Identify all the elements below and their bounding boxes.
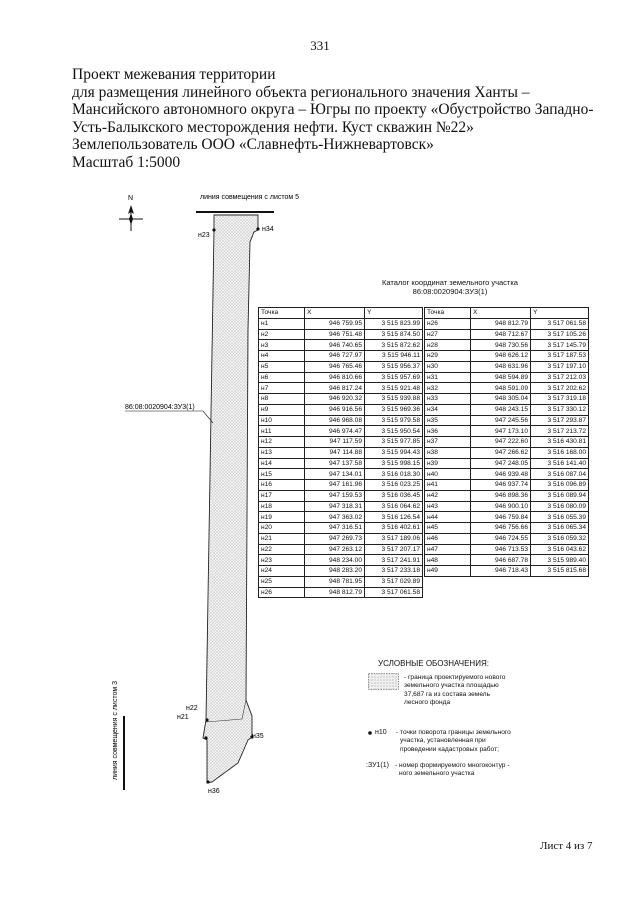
y-coordinate-cell: 3 517 241.91 [365, 555, 423, 566]
x-coordinate-cell: 948 812.79 [471, 318, 531, 329]
north-label: N [128, 195, 134, 202]
table-row [259, 555, 423, 566]
y-coordinate-cell: 3 516 018.30 [365, 469, 423, 480]
point-marker [212, 228, 215, 231]
point-id-cell: н7 [259, 383, 305, 394]
point-id-cell: н43 [425, 501, 471, 512]
x-coordinate-cell: 948 591.09 [471, 383, 531, 394]
table-row [425, 501, 589, 512]
table-row [425, 447, 589, 458]
table-row [425, 533, 589, 544]
x-coordinate-cell: 948 305.04 [471, 394, 531, 405]
table-row [259, 372, 423, 383]
point-id-cell: н35 [425, 415, 471, 426]
x-coordinate-cell: 946 718.43 [471, 566, 531, 577]
y-coordinate-cell: 3 517 207.17 [365, 544, 423, 555]
x-coordinate-cell: 946 740.65 [305, 340, 365, 351]
x-coordinate-cell: 947 316.51 [305, 523, 365, 534]
table-row [425, 415, 589, 426]
point-id-cell: н24 [259, 566, 305, 577]
point-id-cell: н2 [259, 329, 305, 340]
y-coordinate-cell: 3 515 994.43 [365, 447, 423, 458]
x-coordinate-cell: 946 937.74 [471, 480, 531, 491]
table-row [259, 469, 423, 480]
table-row [425, 404, 589, 415]
point-id-cell: н21 [259, 533, 305, 544]
point-id-cell: н47 [425, 544, 471, 555]
catalog-title: Каталог координат земельного участка 86:08:0020904:ЗУ3(1) [382, 278, 518, 296]
x-coordinate-cell: 947 245.56 [471, 415, 531, 426]
point-id-cell: н23 [259, 555, 305, 566]
point-marker [204, 736, 207, 739]
table-row [425, 469, 589, 480]
x-coordinate-cell: 947 134.01 [305, 469, 365, 480]
match-line-top-label: линия совмещения с листом 5 [200, 194, 300, 201]
y-coordinate-cell: 3 517 233.18 [365, 566, 423, 577]
table-row [259, 501, 423, 512]
point-id-cell: н39 [425, 458, 471, 469]
point-marker [205, 718, 208, 721]
point-marker [256, 227, 259, 230]
point-label-n23: н23 [198, 232, 210, 239]
x-coordinate-cell: 947 137.58 [305, 458, 365, 469]
x-coordinate-cell: 946 751.48 [305, 329, 365, 340]
point-id-cell: н5 [259, 361, 305, 372]
header-point: Точка [259, 308, 305, 319]
table-row [259, 566, 423, 577]
x-coordinate-cell: 947 173.10 [471, 426, 531, 437]
y-coordinate-cell: 3 515 957.69 [365, 372, 423, 383]
point-id-cell: н40 [425, 469, 471, 480]
y-coordinate-cell: 3 515 956.37 [365, 361, 423, 372]
table-row [259, 447, 423, 458]
y-coordinate-cell: 3 515 921.48 [365, 383, 423, 394]
x-coordinate-cell: 948 283.20 [305, 566, 365, 577]
table-row [425, 458, 589, 469]
y-coordinate-cell: 3 517 145.79 [531, 340, 589, 351]
y-coordinate-cell: 3 516 089.94 [531, 490, 589, 501]
y-coordinate-cell: 3 516 065.34 [531, 523, 589, 534]
table-row [425, 512, 589, 523]
header-x: X [305, 308, 365, 319]
point-id-cell: н49 [425, 566, 471, 577]
x-coordinate-cell: 946 713.53 [471, 544, 531, 555]
x-coordinate-cell: 946 900.10 [471, 501, 531, 512]
table-row [425, 329, 589, 340]
point-id-cell: н36 [425, 426, 471, 437]
y-coordinate-cell: 3 516 126.54 [365, 512, 423, 523]
x-coordinate-cell: 948 631.96 [471, 361, 531, 372]
y-coordinate-cell: 3 517 319.18 [531, 394, 589, 405]
x-coordinate-cell: 948 594.89 [471, 372, 531, 383]
point-id-cell: н16 [259, 480, 305, 491]
point-id-cell: н45 [425, 523, 471, 534]
y-coordinate-cell: 3 517 293.87 [531, 415, 589, 426]
table-row [259, 544, 423, 555]
y-coordinate-cell: 3 515 939.88 [365, 394, 423, 405]
point-id-cell: н18 [259, 501, 305, 512]
table-row [259, 329, 423, 340]
table-row [425, 383, 589, 394]
x-coordinate-cell: 947 263.12 [305, 544, 365, 555]
y-coordinate-cell: 3 515 950.54 [365, 426, 423, 437]
table-row [259, 394, 423, 405]
x-coordinate-cell: 948 626.12 [471, 351, 531, 362]
table-row [425, 318, 589, 329]
point-label-n22: н22 [186, 705, 198, 712]
legend-point-symbol: н10 [375, 729, 387, 736]
x-coordinate-cell: 948 730.56 [471, 340, 531, 351]
point-id-cell: н34 [425, 404, 471, 415]
point-id-cell: н1 [259, 318, 305, 329]
y-coordinate-cell: 3 517 061.58 [531, 318, 589, 329]
point-id-cell: н46 [425, 533, 471, 544]
table-row [259, 480, 423, 491]
point-id-cell: н27 [425, 329, 471, 340]
point-id-cell: н9 [259, 404, 305, 415]
x-coordinate-cell: 946 810.66 [305, 372, 365, 383]
y-coordinate-cell: 3 516 036.45 [365, 490, 423, 501]
y-coordinate-cell: 3 517 061.58 [365, 587, 423, 598]
y-coordinate-cell: 3 516 087.04 [531, 469, 589, 480]
y-coordinate-cell: 3 516 055.39 [531, 512, 589, 523]
y-coordinate-cell: 3 516 059.32 [531, 533, 589, 544]
y-coordinate-cell: 3 515 874.50 [365, 329, 423, 340]
x-coordinate-cell: 947 363.02 [305, 512, 365, 523]
x-coordinate-cell: 946 759.95 [305, 318, 365, 329]
table-row [425, 372, 589, 383]
x-coordinate-cell: 947 161.96 [305, 480, 365, 491]
x-coordinate-cell: 946 724.55 [471, 533, 531, 544]
page-number: 331 [310, 38, 330, 53]
table-row [259, 383, 423, 394]
point-label-n36: н36 [208, 788, 220, 795]
y-coordinate-cell: 3 517 202.62 [531, 383, 589, 394]
table-row [259, 318, 423, 329]
table-row [425, 555, 589, 566]
x-coordinate-cell: 948 243.15 [471, 404, 531, 415]
table-row [259, 415, 423, 426]
table-row [259, 404, 423, 415]
header-y: Y [365, 308, 423, 319]
table-row [259, 512, 423, 523]
table-row [259, 587, 423, 598]
legend-point-marker [366, 729, 374, 737]
y-coordinate-cell: 3 516 064.62 [365, 501, 423, 512]
y-coordinate-cell: 3 515 969.36 [365, 404, 423, 415]
y-coordinate-cell: 3 517 212.03 [531, 372, 589, 383]
table-row [425, 361, 589, 372]
table-row [425, 394, 589, 405]
x-coordinate-cell: 947 117.59 [305, 437, 365, 448]
y-coordinate-cell: 3 515 979.58 [365, 415, 423, 426]
x-coordinate-cell: 948 712.67 [471, 329, 531, 340]
y-coordinate-cell: 3 517 105.26 [531, 329, 589, 340]
x-coordinate-cell: 947 248.05 [471, 458, 531, 469]
x-coordinate-cell: 946 765.46 [305, 361, 365, 372]
point-id-cell: н32 [425, 383, 471, 394]
x-coordinate-cell: 947 269.73 [305, 533, 365, 544]
point-id-cell: н41 [425, 480, 471, 491]
table-row [425, 523, 589, 534]
table-row [425, 480, 589, 491]
point-id-cell: н3 [259, 340, 305, 351]
point-id-cell: н29 [425, 351, 471, 362]
point-id-cell: н42 [425, 490, 471, 501]
title-line: Усть-Балыкского месторождения нефти. Куст скважин №22» [72, 118, 474, 136]
x-coordinate-cell: 948 781.95 [305, 576, 365, 587]
x-coordinate-cell: 947 222.60 [471, 437, 531, 448]
table-row [259, 490, 423, 501]
point-id-cell: н15 [259, 469, 305, 480]
header-point: Точка [425, 308, 471, 319]
scale-line: Масштаб 1:5000 [72, 153, 181, 171]
point-id-cell: н6 [259, 372, 305, 383]
x-coordinate-cell: 946 817.24 [305, 383, 365, 394]
land-user-line: Землепользователь ООО «Славнефть-Нижневартовск» [72, 136, 434, 153]
y-coordinate-cell: 3 517 189.06 [365, 533, 423, 544]
title-line: Мансийского автономного округа – Югры по проекту «Обустройство Западно- [72, 101, 594, 118]
point-label-n34: н34 [262, 226, 274, 233]
sheet-number: Лист 4 из 7 [540, 840, 593, 852]
point-id-cell: н33 [425, 394, 471, 405]
header-y: Y [531, 308, 589, 319]
y-coordinate-cell: 3 516 402.61 [365, 523, 423, 534]
x-coordinate-cell: 946 898.36 [471, 490, 531, 501]
x-coordinate-cell: 946 727.97 [305, 351, 365, 362]
y-coordinate-cell: 3 515 977.85 [365, 437, 423, 448]
y-coordinate-cell: 3 517 330.12 [531, 404, 589, 415]
y-coordinate-cell: 3 516 141.40 [531, 458, 589, 469]
point-label-n21: н21 [177, 714, 189, 721]
title-line: Проект межевания территории [72, 66, 276, 83]
point-id-cell: н44 [425, 512, 471, 523]
point-label-n35: н35 [252, 733, 264, 740]
point-id-cell: н30 [425, 361, 471, 372]
coordinates-table-left [258, 307, 423, 598]
x-coordinate-cell: 946 939.48 [471, 469, 531, 480]
point-id-cell: н48 [425, 555, 471, 566]
y-coordinate-cell: 3 516 168.00 [531, 447, 589, 458]
point-id-cell: н19 [259, 512, 305, 523]
point-id-cell: н11 [259, 426, 305, 437]
table-row [259, 351, 423, 362]
table-row [259, 576, 423, 587]
table-row [425, 544, 589, 555]
point-id-cell: н10 [259, 415, 305, 426]
y-coordinate-cell: 3 517 213.72 [531, 426, 589, 437]
y-coordinate-cell: 3 517 187.53 [531, 351, 589, 362]
y-coordinate-cell: 3 515 815.68 [531, 566, 589, 577]
legend-parcel-swatch [368, 673, 400, 691]
table-row [425, 340, 589, 351]
x-coordinate-cell: 946 916.56 [305, 404, 365, 415]
point-id-cell: н8 [259, 394, 305, 405]
y-coordinate-cell: 3 516 430.81 [531, 437, 589, 448]
y-coordinate-cell: 3 516 043.62 [531, 544, 589, 555]
point-id-cell: н13 [259, 447, 305, 458]
point-marker [206, 780, 209, 783]
x-coordinate-cell: 946 759.84 [471, 512, 531, 523]
x-coordinate-cell: 947 266.62 [471, 447, 531, 458]
x-coordinate-cell: 948 234.00 [305, 555, 365, 566]
table-row [425, 490, 589, 501]
table-row [425, 437, 589, 448]
north-arrow-icon [119, 205, 143, 231]
table-row [259, 533, 423, 544]
point-id-cell: н26 [425, 318, 471, 329]
x-coordinate-cell: 947 159.53 [305, 490, 365, 501]
table-row [425, 426, 589, 437]
y-coordinate-cell: 3 515 989.40 [531, 555, 589, 566]
point-id-cell: н25 [259, 576, 305, 587]
table-row [259, 426, 423, 437]
point-id-cell: н17 [259, 490, 305, 501]
x-coordinate-cell: 947 318.31 [305, 501, 365, 512]
coordinates-table-right [424, 307, 589, 577]
match-line-bottom-label: линия совмещения с листом 3 [112, 680, 119, 780]
parcel-boundary [203, 215, 258, 783]
point-id-cell: н31 [425, 372, 471, 383]
title-line: для размещения линейного объекта регионального значения Ханты – [72, 83, 530, 101]
x-coordinate-cell: 946 756.66 [471, 523, 531, 534]
y-coordinate-cell: 3 517 029.89 [365, 576, 423, 587]
parcel-label: 86:08:0020904:ЗУ3(1) [125, 404, 195, 411]
table-row [425, 566, 589, 577]
table-row [259, 340, 423, 351]
legend-item-parcel: - граница проектируемого нового земельного участка площадью 37,687 га из состава земель лесного фонда [404, 674, 506, 706]
y-coordinate-cell: 3 515 872.62 [365, 340, 423, 351]
point-id-cell: н22 [259, 544, 305, 555]
table-row [425, 351, 589, 362]
legend-title: УСЛОВНЫЕ ОБОЗНАЧЕНИЯ: [378, 659, 489, 668]
point-id-cell: н12 [259, 437, 305, 448]
table-row [259, 361, 423, 372]
x-coordinate-cell: 946 968.08 [305, 415, 365, 426]
header-x: X [471, 308, 531, 319]
y-coordinate-cell: 3 515 946.11 [365, 351, 423, 362]
legend-item-points: - точки поворота границы земельного участка, установленная при проведении кадастровых работ; [396, 729, 511, 753]
table-row [259, 458, 423, 469]
y-coordinate-cell: 3 517 197.10 [531, 361, 589, 372]
x-coordinate-cell: 946 920.32 [305, 394, 365, 405]
point-id-cell: н20 [259, 523, 305, 534]
point-id-cell: н38 [425, 447, 471, 458]
y-coordinate-cell: 3 515 998.15 [365, 458, 423, 469]
x-coordinate-cell: 946 974.47 [305, 426, 365, 437]
point-id-cell: н14 [259, 458, 305, 469]
point-id-cell: н37 [425, 437, 471, 448]
table-row [259, 523, 423, 534]
x-coordinate-cell: 946 687.78 [471, 555, 531, 566]
point-id-cell: н26 [259, 587, 305, 598]
point-id-cell: н4 [259, 351, 305, 362]
x-coordinate-cell: 947 114.88 [305, 447, 365, 458]
table-row [259, 437, 423, 448]
point-id-cell: н28 [425, 340, 471, 351]
legend-item-parcel-number: - номер формируемого многоконтур - ного земельного участка [395, 762, 510, 778]
y-coordinate-cell: 3 516 080.09 [531, 501, 589, 512]
y-coordinate-cell: 3 516 096.89 [531, 480, 589, 491]
y-coordinate-cell: 3 515 823.99 [365, 318, 423, 329]
legend-parcel-number-symbol: :ЗУ1(1) [366, 762, 389, 769]
y-coordinate-cell: 3 516 023.25 [365, 480, 423, 491]
x-coordinate-cell: 948 812.79 [305, 587, 365, 598]
